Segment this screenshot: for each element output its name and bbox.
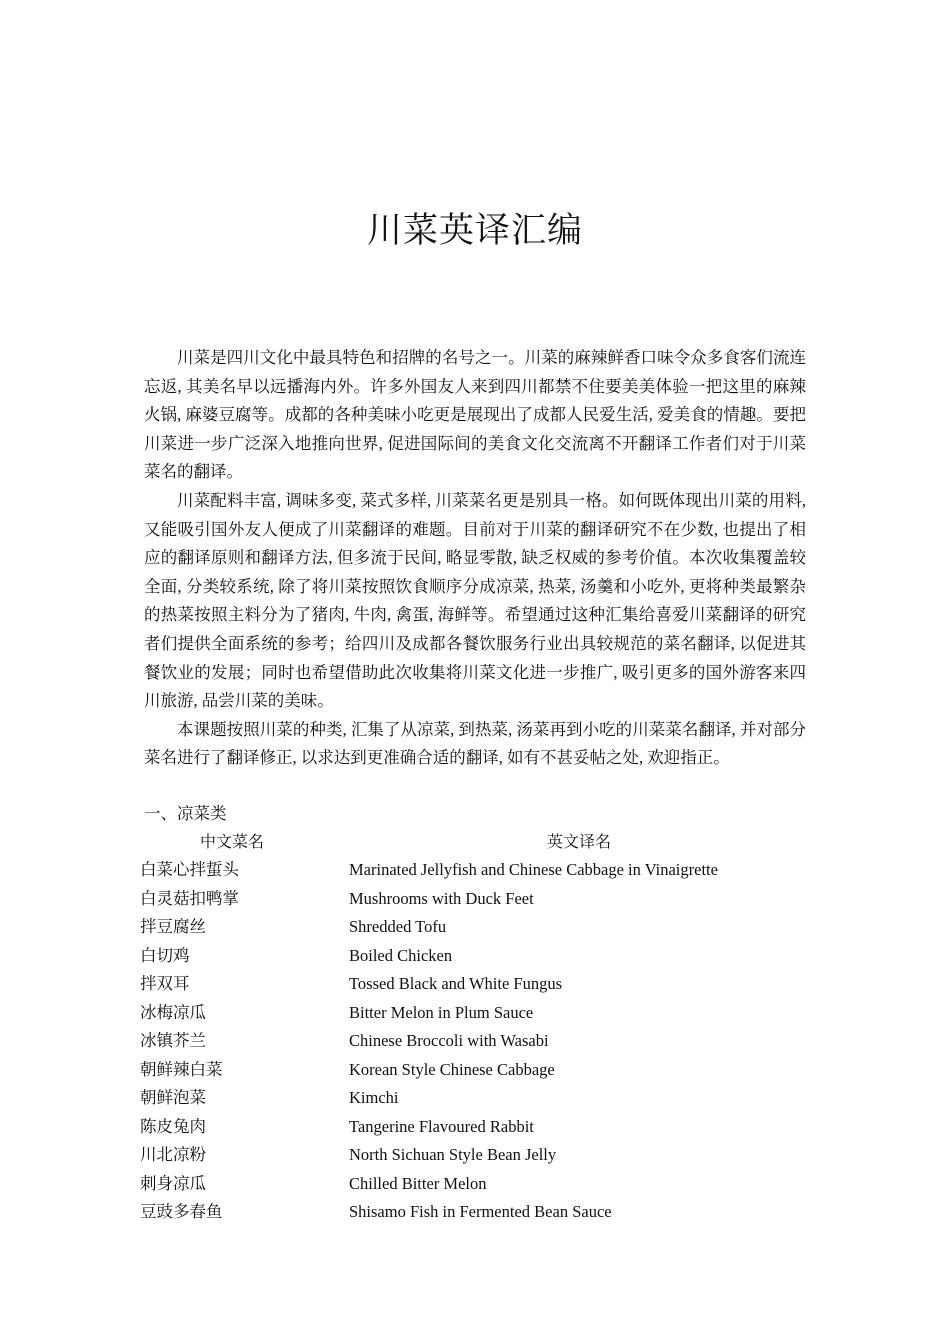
table-header <box>140 828 820 856</box>
chinese-dish-name: 白灵菇扣鸭掌 <box>140 888 239 908</box>
intro-paragraph: 本课题按照川菜的种类, 汇集了从凉菜, 到热菜, 汤菜再到小吃的川菜菜名翻译, 并对部分菜名进行了翻译修正, 以求达到更准确合适的翻译, 如有不甚妥帖之处, 欢迎指正。 <box>144 719 806 768</box>
chinese-dish-name: 拌双耳 <box>140 974 190 993</box>
english-dish-name: Kimchi <box>349 1088 399 1107</box>
english-dish-name: Shisamo Fish in Fermented Bean Sauce <box>349 1202 612 1221</box>
table-row <box>140 1141 820 1170</box>
table-row <box>140 999 820 1028</box>
table-row <box>140 856 820 885</box>
english-dish-name: Mushrooms with Duck Feet <box>349 888 534 908</box>
chinese-dish-name: 陈皮兔肉 <box>140 1116 206 1136</box>
table-row <box>140 942 820 971</box>
table-row <box>140 970 820 999</box>
table-row <box>140 885 820 914</box>
english-dish-name: Korean Style Chinese Cabbage <box>349 1059 555 1079</box>
table-row <box>140 1198 820 1227</box>
chinese-dish-name: 朝鲜泡菜 <box>140 1088 206 1107</box>
table-row <box>140 1056 820 1085</box>
chinese-dish-name: 刺身凉瓜 <box>140 1173 206 1193</box>
header-chinese-name: 中文菜名 <box>200 832 265 851</box>
section-heading: 一、凉菜类 <box>144 804 227 823</box>
dish-name-table <box>140 828 820 1227</box>
table-row <box>140 1084 820 1113</box>
english-dish-name: Tangerine Flavoured Rabbit <box>349 1116 534 1136</box>
chinese-dish-name: 川北凉粉 <box>140 1145 206 1164</box>
intro-paragraph: 川菜是四川文化中最具特色和招牌的名号之一。川菜的麻辣鲜香口味令众多食客们流连忘返, 其美名早以远播海内外。许多外国友人来到四川都禁不住要美美体验一把这里的麻辣火锅, 麻婆豆腐等。成都的各种美味小吃更是展现出了成都人民爱生活, 爱美食的情趣。要把川菜进一步广泛深入地推向世界, 促进国际间的美食文化交流离不开翻译工作者们对于川菜菜名的翻译。 <box>144 348 806 482</box>
chinese-dish-name: 拌豆腐丝 <box>140 917 206 936</box>
english-dish-name: Chinese Broccoli with Wasabi <box>349 1031 549 1050</box>
chinese-dish-name: 白切鸡 <box>140 945 190 965</box>
header-english-name: 英文译名 <box>547 832 612 851</box>
english-dish-name: Bitter Melon in Plum Sauce <box>349 1002 534 1022</box>
english-dish-name: Tossed Black and White Fungus <box>349 974 563 993</box>
table-row <box>140 1170 820 1199</box>
document-title: 川菜英译汇编 <box>366 211 583 251</box>
english-dish-name: Marinated Jellyfish and Chinese Cabbage in Vinaigrette <box>349 860 718 879</box>
table-row <box>140 1113 820 1142</box>
english-dish-name: Boiled Chicken <box>349 945 453 965</box>
chinese-dish-name: 冰梅凉瓜 <box>140 1002 206 1022</box>
chinese-dish-name: 豆豉多春鱼 <box>140 1202 223 1221</box>
chinese-dish-name: 朝鲜辣白菜 <box>140 1059 223 1079</box>
intro-paragraph: 川菜配料丰富, 调味多变, 菜式多样, 川菜菜名更是别具一格。如何既体现出川菜的用料, 又能吸引国外友人便成了川菜翻译的难题。目前对于川菜的翻译研究不在少数, 也提出了相应的翻译原则和翻译方法, 但多流于民间, 略显零散, 缺乏权威的参考价值。本次收集覆盖较全面, 分类较系统, 除了将川菜按照饮食顺序分成凉菜, 热菜, 汤羹和小吃外, 更将种类最繁杂的热菜按照主料分为了猪肉, 牛肉, 禽蛋, 海鲜等。希望通过这种汇集给喜爱川菜翻译的研究者们提供全面系统的参考；给四川及成都各餐饮服务行业出具较规范的菜名翻译, 以促进其餐饮业的发展；同时也希望借助此次收集将川菜文化进一步推广, 吸引更多的国外游客来四川旅游, 品尝川菜的美味。 <box>144 490 806 711</box>
english-dish-name: Shredded Tofu <box>349 917 447 936</box>
chinese-dish-name: 白菜心拌蜇头 <box>140 860 239 879</box>
english-dish-name: North Sichuan Style Bean Jelly <box>349 1145 557 1164</box>
table-row <box>140 913 820 942</box>
english-dish-name: Chilled Bitter Melon <box>349 1173 487 1193</box>
table-row <box>140 1027 820 1056</box>
intro-section <box>144 344 806 773</box>
chinese-dish-name: 冰镇芥兰 <box>140 1031 206 1050</box>
